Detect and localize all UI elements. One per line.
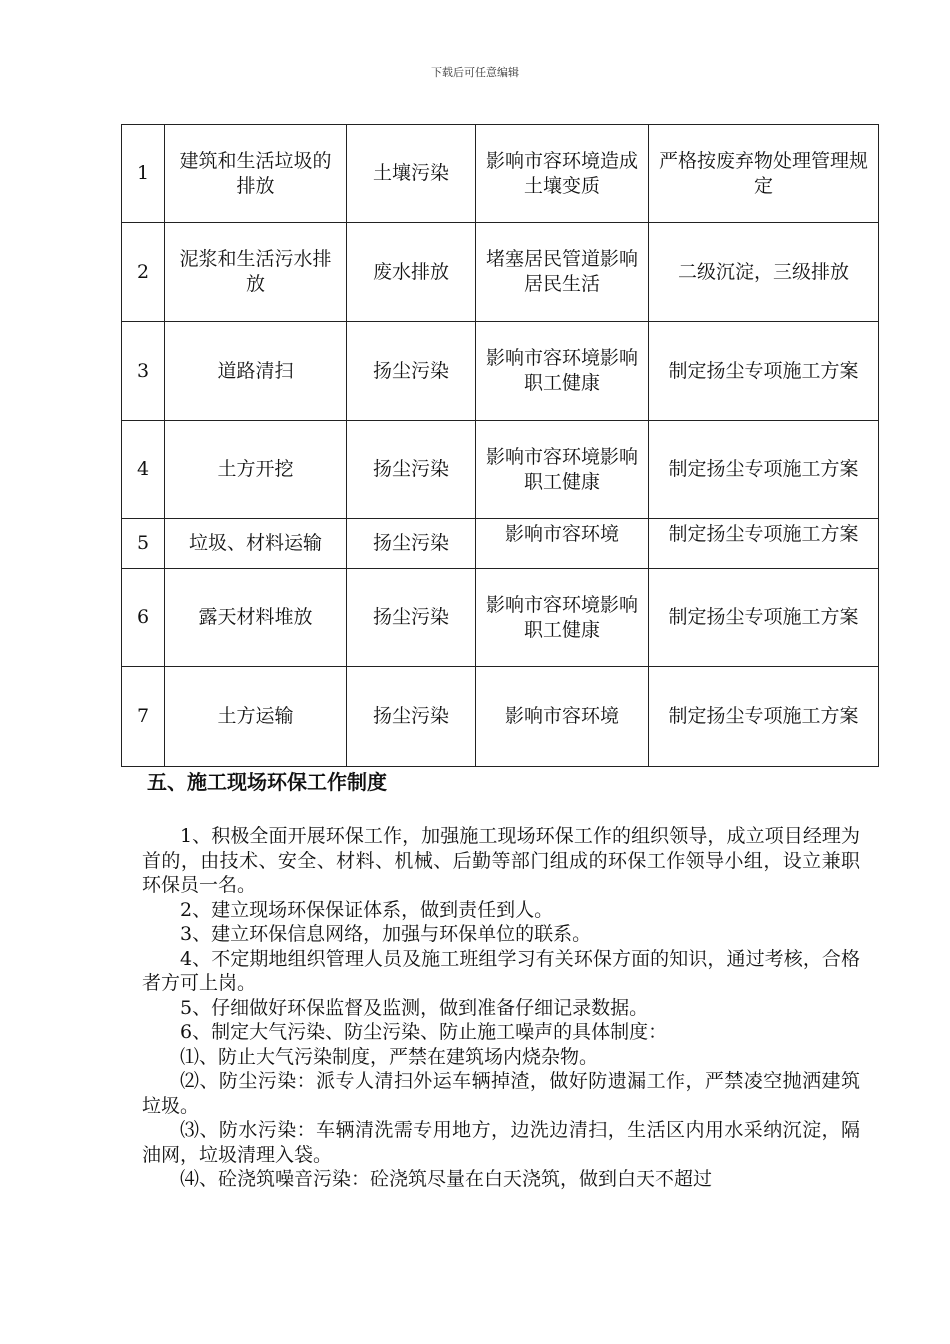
environmental-risk-table (121, 124, 879, 767)
impact: 影响市容环境影响职工健康 (476, 569, 649, 667)
control-measure: 制定扬尘专项施工方案 (649, 421, 879, 519)
impact: 影响市容环境 (476, 667, 649, 767)
control-measure: 制定扬尘专项施工方案 (649, 322, 879, 421)
control-measure: 制定扬尘专项施工方案 (649, 569, 879, 667)
impact: 影响市容环境影响职工健康 (476, 421, 649, 519)
pollution-source: 露天材料堆放 (165, 569, 347, 667)
table-row (122, 223, 879, 322)
impact: 影响市容环境影响职工健康 (476, 322, 649, 421)
row-number: 4 (122, 421, 165, 519)
paragraph: 2、建立现场环保保证体系，做到责任到人。 (180, 898, 554, 921)
paragraph: 6、制定大气污染、防尘污染、防止施工噪声的具体制度： (180, 1021, 668, 1043)
paragraph: ⑷、砼浇筑噪音污染：砼浇筑尽量在白天浇筑，做到白天不超过 (180, 1168, 713, 1190)
control-measure: 制定扬尘专项施工方案 (649, 519, 879, 569)
paragraph: ⑶、防水污染：车辆清洗需专用地方，边洗边清扫，生活区内用水采纳沉淀，隔油网，垃圾清理入袋。 (142, 1119, 860, 1166)
control-measure: 严格按废弃物处理管理规定 (649, 125, 879, 223)
impact: 影响市容环境 (476, 519, 649, 569)
row-number: 7 (122, 667, 165, 767)
pollution-type: 扬尘污染 (347, 569, 476, 667)
pollution-type: 扬尘污染 (347, 667, 476, 767)
section-body (142, 824, 860, 1192)
paragraph: 4、不定期地组织管理人员及施工班组学习有关环保方面的知识，通过考核，合格者方可上岗。 (142, 947, 860, 994)
impact: 影响市容环境造成土壤变质 (476, 125, 649, 223)
pollution-source: 道路清扫 (165, 322, 347, 421)
pollution-source: 建筑和生活垃圾的排放 (165, 125, 347, 223)
row-number: 3 (122, 322, 165, 421)
row-number: 6 (122, 569, 165, 667)
pollution-source: 泥浆和生活污水排放 (165, 223, 347, 322)
table-row (122, 125, 879, 223)
table-row (122, 322, 879, 421)
table-row (122, 667, 879, 767)
control-measure: 二级沉淀，三级排放 (649, 223, 879, 322)
pollution-source: 土方运输 (165, 667, 347, 767)
page-header: 下载后可任意编辑 (431, 66, 519, 79)
table-row (122, 519, 879, 569)
row-number: 1 (122, 125, 165, 223)
row-number: 5 (122, 519, 165, 569)
pollution-type: 扬尘污染 (347, 421, 476, 519)
table-row (122, 421, 879, 519)
impact: 堵塞居民管道影响居民生活 (476, 223, 649, 322)
paragraph: 5、仔细做好环保监督及监测，做到准备仔细记录数据。 (180, 996, 649, 1019)
paragraph: ⑵、防尘污染：派专人清扫外运车辆掉渣，做好防遗漏工作，严禁凌空抛洒建筑垃圾。 (142, 1070, 860, 1117)
pollution-type: 扬尘污染 (347, 322, 476, 421)
control-measure: 制定扬尘专项施工方案 (649, 667, 879, 767)
pollution-source: 土方开挖 (165, 421, 347, 519)
pollution-source: 垃圾、材料运输 (165, 519, 347, 569)
section-heading: 五、施工现场环保工作制度 (147, 770, 387, 794)
table-row (122, 569, 879, 667)
paragraph: 1、积极全面开展环保工作，加强施工现场环保工作的组织领导，成立项目经理为首的，由技术、安全、材料、机械、后勤等部门组成的环保工作领导小组，设立兼职环保员一名。 (142, 825, 860, 896)
pollution-type: 废水排放 (347, 223, 476, 322)
paragraph: 3、建立环保信息网络，加强与环保单位的联系。 (180, 923, 592, 945)
pollution-type: 土壤污染 (347, 125, 476, 223)
pollution-type: 扬尘污染 (347, 519, 476, 569)
row-number: 2 (122, 223, 165, 322)
paragraph: ⑴、防止大气污染制度，严禁在建筑场内烧杂物。 (180, 1045, 599, 1068)
